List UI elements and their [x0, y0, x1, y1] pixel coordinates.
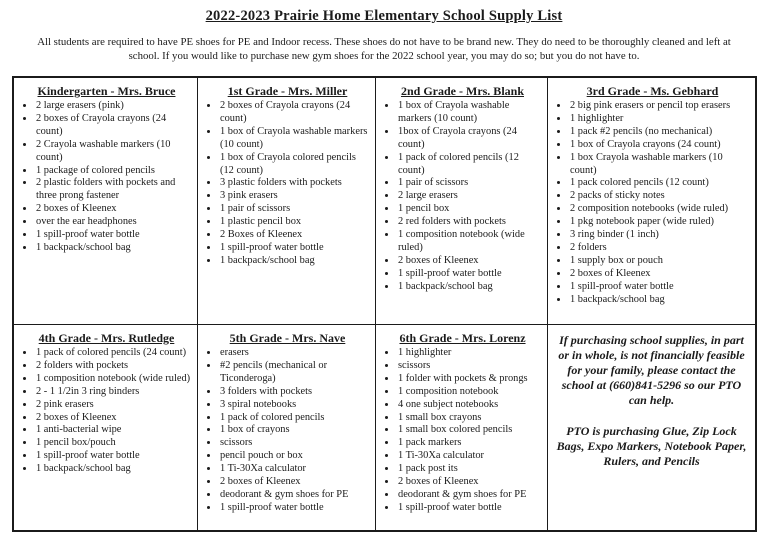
supply-item: • 1 Ti-30Xa calculator: [219, 463, 371, 476]
supply-item: • 3 pink erasers: [219, 190, 371, 203]
supply-item: • 1 backpack/school bag: [219, 255, 371, 268]
supply-item: • 1 spill-proof water bottle: [219, 242, 371, 255]
grade-cell-kindergarten: [14, 78, 198, 325]
supply-item: • 2 large erasers (pink): [35, 100, 193, 113]
supply-items-kindergarten: [20, 100, 193, 255]
supply-item: • 2 Boxes of Kleenex: [219, 229, 371, 242]
supply-item: • deodorant & gym shoes for PE: [219, 489, 371, 502]
supply-items-2nd: [382, 100, 543, 294]
supply-item: • 1 pack markers: [397, 437, 543, 450]
supply-item: • erasers: [219, 347, 371, 360]
supply-item: • 2 - 1 1/2in 3 ring binders: [35, 386, 193, 399]
supply-items-3rd: [554, 100, 751, 307]
grade-header-2nd: 2nd Grade - Mrs. Blank: [400, 84, 524, 98]
supply-item: • 1 box of Crayola crayons (24 count): [569, 139, 751, 152]
supply-items-6th: [382, 347, 543, 515]
grade-header-6th: 6th Grade - Mrs. Lorenz: [399, 331, 526, 345]
supply-item: • 2 red folders with pockets: [397, 216, 543, 229]
supply-item: • 1 box of Crayola washable markers (10 count): [219, 126, 371, 152]
grade-header-5th: 5th Grade - Mrs. Nave: [229, 331, 346, 345]
supply-item: • 3 ring binder (1 inch): [569, 229, 751, 242]
supply-item: • 1 supply box or pouch: [569, 255, 751, 268]
supply-item: • 1 box of crayons: [219, 424, 371, 437]
supply-item: • 1 box of Crayola colored pencils (12 count): [219, 152, 371, 178]
grade-cell-2nd: [376, 78, 548, 325]
supply-item: • 1 pack of colored pencils (12 count): [397, 152, 543, 178]
supply-items-5th: [204, 347, 371, 515]
supply-item: • 1 folder with pockets & prongs: [397, 373, 543, 386]
supply-item: • 1 spill-proof water bottle: [35, 450, 193, 463]
supply-item: • 1 Ti-30Xa calculator: [397, 450, 543, 463]
supply-item: • 1box of Crayola crayons (24 count): [397, 126, 543, 152]
supply-list-table: [12, 76, 757, 532]
supply-item: • 1 package of colored pencils: [35, 165, 193, 178]
supply-item: • 1 box Crayola washable markers (10 count): [569, 152, 751, 178]
supply-item: • #2 pencils (mechanical or Ticonderoga): [219, 360, 371, 386]
supply-item: • scissors: [397, 360, 543, 373]
supply-item: • 1 anti-bacterial wipe: [35, 424, 193, 437]
supply-item: • 1 spill-proof water bottle: [397, 502, 543, 515]
supply-item: • 2 boxes of Kleenex: [219, 476, 371, 489]
supply-item: • 1 composition notebook (wide ruled): [397, 229, 543, 255]
supply-items-1st: [204, 100, 371, 268]
supply-item: • 2 boxes of Kleenex: [35, 203, 193, 216]
supply-item: • 2 big pink erasers or pencil top erasers: [569, 100, 751, 113]
supply-item: • 1 spill-proof water bottle: [569, 281, 751, 294]
supply-item: • 1 spill-proof water bottle: [35, 229, 193, 242]
supply-item: • 2 large erasers: [397, 190, 543, 203]
supply-item: • 2 boxes of Kleenex: [397, 476, 543, 489]
grade-cell-5th: [198, 325, 376, 530]
supply-item: • 1 pack of colored pencils: [219, 412, 371, 425]
supply-item: • 1 highlighter: [569, 113, 751, 126]
supply-item: • 1 spill-proof water bottle: [219, 502, 371, 515]
supply-item: • 1 spill-proof water bottle: [397, 268, 543, 281]
supply-item: • 2 boxes of Kleenex: [397, 255, 543, 268]
supply-item: • 2 folders: [569, 242, 751, 255]
supply-item: • 1 composition notebook: [397, 386, 543, 399]
supply-item: • 1 pair of scissors: [397, 177, 543, 190]
supply-item: • 2 folders with pockets: [35, 360, 193, 373]
supply-item: • 1 composition notebook (wide ruled): [35, 373, 193, 386]
pto-contact-text: If purchasing school supplies, in part or in whole, is not financially feasible for your family, please contact the school at (660)841-5296 so our PTO can help.: [558, 333, 745, 407]
supply-item: • 1 pencil box/pouch: [35, 437, 193, 450]
grade-header-4th: 4th Grade - Mrs. Rutledge: [38, 331, 175, 345]
supply-item: • 1 box of Crayola washable markers (10 count): [397, 100, 543, 126]
supply-item: • 2 boxes of Crayola crayons (24 count): [35, 113, 193, 139]
page-title: 2022-2023 Prairie Home Elementary School Supply List: [205, 8, 563, 24]
grade-header-1st: 1st Grade - Mrs. Miller: [227, 84, 348, 98]
supply-item: • over the ear headphones: [35, 216, 193, 229]
supply-item: • 1 highlighter: [397, 347, 543, 360]
supply-item: • 1 pack colored pencils (12 count): [569, 177, 751, 190]
supply-item: • 3 plastic folders with pockets: [219, 177, 371, 190]
supply-item: • 3 spiral notebooks: [219, 399, 371, 412]
grade-header-kindergarten: Kindergarten - Mrs. Bruce: [37, 84, 176, 98]
supply-item: • 1 backpack/school bag: [35, 242, 193, 255]
supply-item: • 1 pack post its: [397, 463, 543, 476]
supply-item: • 2 boxes of Crayola crayons (24 count): [219, 100, 371, 126]
supply-item: • pencil pouch or box: [219, 450, 371, 463]
supply-item: • 2 boxes of Kleenex: [35, 412, 193, 425]
supply-item: • 2 pink erasers: [35, 399, 193, 412]
pto-note: [548, 325, 755, 530]
supply-item: • 1 small box crayons: [397, 412, 543, 425]
supply-item: • 1 pair of scissors: [219, 203, 371, 216]
supply-item: • scissors: [219, 437, 371, 450]
supply-item: • 2 composition notebooks (wide ruled): [569, 203, 751, 216]
supply-item: • 2 packs of sticky notes: [569, 190, 751, 203]
grade-cell-4th: [14, 325, 198, 530]
intro-text: All students are required to have PE shoes for PE and Indoor recess. These shoes do not have to be brand new. They do need to be thoroughly cleaned and left at school. If you would like to purchase new gym shoes for the 2022 school year, you may do so; but you do not have to.: [37, 36, 731, 62]
pto-purchasing-text: PTO is purchasing Glue, Zip Lock Bags, Expo Markers, Notebook Paper, Rulers, and Pencils: [556, 424, 747, 468]
grade-cell-6th: [376, 325, 548, 530]
supply-item: • deodorant & gym shoes for PE: [397, 489, 543, 502]
supply-item: • 1 backpack/school bag: [569, 294, 751, 307]
supply-item: • 1 backpack/school bag: [35, 463, 193, 476]
supply-item: • 1 small box colored pencils: [397, 424, 543, 437]
supply-item: • 2 boxes of Kleenex: [569, 268, 751, 281]
supply-item: • 1 backpack/school bag: [397, 281, 543, 294]
supply-item: • 1 pack of colored pencils (24 count): [35, 347, 193, 360]
grade-cell-3rd: [548, 78, 755, 325]
supply-item: • 1 pkg notebook paper (wide ruled): [569, 216, 751, 229]
supply-item: • 1 pencil box: [397, 203, 543, 216]
grade-cell-1st: [198, 78, 376, 325]
supply-item: • 1 pack #2 pencils (no mechanical): [569, 126, 751, 139]
supply-item: • 1 plastic pencil box: [219, 216, 371, 229]
supply-item: • 2 Crayola washable markers (10 count): [35, 139, 193, 165]
supply-items-4th: [20, 347, 193, 476]
supply-item: • 3 folders with pockets: [219, 386, 371, 399]
grade-header-3rd: 3rd Grade - Ms. Gebhard: [586, 84, 719, 98]
supply-item: • 4 one subject notebooks: [397, 399, 543, 412]
supply-item: • 2 plastic folders with pockets and three prong fastener: [35, 177, 193, 203]
